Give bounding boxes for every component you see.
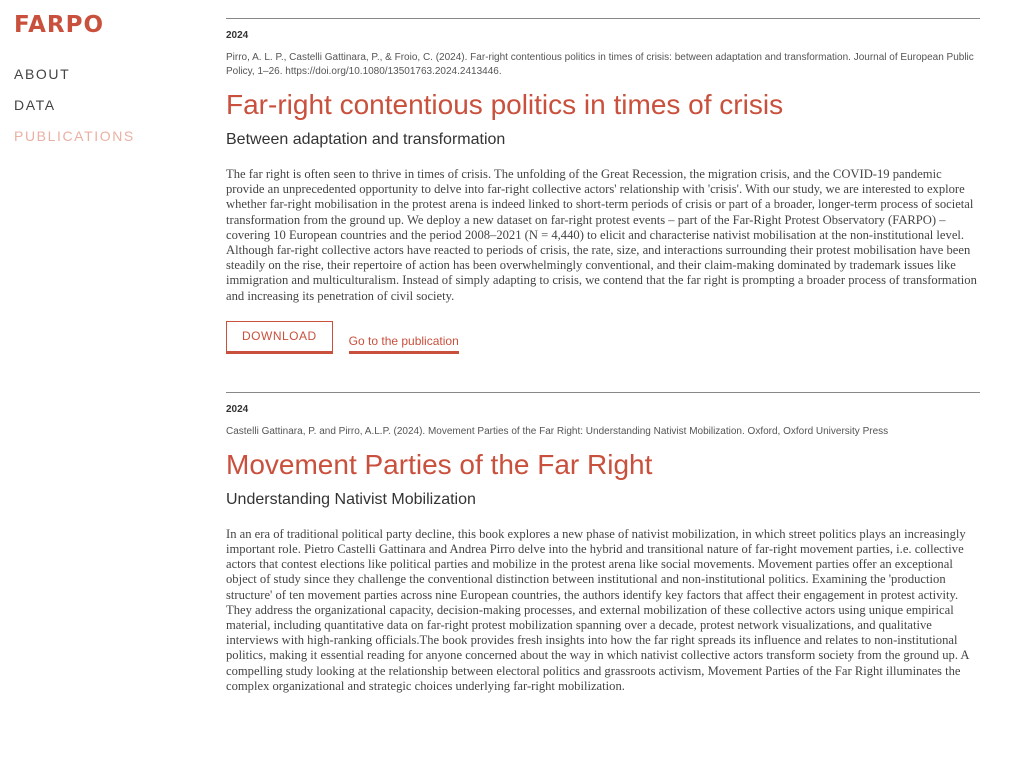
- nav-about[interactable]: ABOUT: [14, 66, 71, 82]
- farpo-logo[interactable]: FARPO: [14, 12, 104, 38]
- publication-subtitle: Understanding Nativist Mobilization: [226, 490, 476, 508]
- go-to-publication-link[interactable]: Go to the publication: [349, 334, 459, 354]
- publication-citation: Castelli Gattinara, P. and Pirro, A.L.P. (2024). Movement Parties of the Far Right: Understanding Nativist Mobilization. Oxford, Oxford University Press: [226, 425, 889, 437]
- publication-subtitle: Between adaptation and transformation: [226, 131, 506, 148]
- publication-abstract: The far right is often seen to thrive in times of crisis. The unfolding of the Great Recession, the migration crisis, and the COVID-19 pandemic provide an unprecedented opportunity to delve into far-right collective actors' relationship with 'crisis'. With our study, we are interested to explore whether far-right mobilisation in the protest arena is indeed linked to short-term periods of crisis or part of a broader, longer-term process of societal transformation from the ground up. We deploy a new dataset on far-right protest events – part of the Far-Right Protest Observatory (FARPO) – covering 10 European countries and the period 2008–2021 (N = 4,440) to elicit and characterise nativist mobilisation at the non-institutional level. Although far-right collective actors have reacted to periods of crisis, the rate, size, and interactions surrounding their protest mobilisation have been steadily on the rise, their repertoire of action has been overwhelmingly conventional, and their claim-making dominated by trademark issues like immigration and multiculturalism. Instead of simply adapting to crisis, we contend that the far right is prompting a broader process of transformation and increasing its penetration of civil society.: [226, 167, 977, 303]
- publication-year: 2024: [226, 30, 249, 41]
- publication-title: Movement Parties of the Far Right: [226, 448, 653, 480]
- main-nav: [14, 66, 135, 159]
- nav-publications[interactable]: PUBLICATIONS: [14, 128, 135, 144]
- publication-item: [226, 18, 980, 354]
- publication-year: 2024: [226, 403, 249, 415]
- publication-abstract: In an era of traditional political party decline, this book explores a new phase of nativist mobilization, in which street politics plays an increasingly important role. Pietro Castelli Gattinara and Andrea Pirro delve into the hybrid and transitional nature of far-right movement parties, i.e. collective actors that contest elections like political parties and mobilize in the protest arena like social movements. Movement parties offer an exceptional object of study since they challenge the conventional distinction between institutional and non-institutional politics. Examining the 'production structure' of ten movement parties across nine European countries, the authors identify key factors that affect their engagement in protest activity. They address the organizational capacity, decision-making processes, and external mobilization of these collective actors using unique empirical material, including quantitative data on far-right protest mobilization spanning over a decade, protest network visualizations, and qualitative interviews with high-ranking officials.The book provides fresh insights into how the far right spreads its influence and relates to non-institutional politics, making it essential reading for anyone concerned about the way in which nativist collective actors transform society from the ground up. A compelling study looking at the relationship between electoral politics and grassroots activism, Movement Parties of the Far Right illuminates the complex organizational and strategic choices underlying far-right mobilization.: [226, 526, 969, 693]
- publication-title: Far-right contentious politics in times of crisis: [226, 89, 784, 120]
- publication-item: [226, 392, 980, 694]
- download-button[interactable]: DOWNLOAD: [226, 321, 333, 354]
- publication-actions: [226, 321, 980, 354]
- publications-list: [226, 18, 980, 694]
- publication-citation: Pirro, A. L. P., Castelli Gattinara, P., & Froio, C. (2024). Far-right contentious politics in times of crisis: between adaptation and transformation. Journal of European Public Policy, 1–26. https://doi.org/10.1080/13501763.2024.2413446.: [226, 52, 974, 77]
- nav-data[interactable]: DATA: [14, 97, 56, 113]
